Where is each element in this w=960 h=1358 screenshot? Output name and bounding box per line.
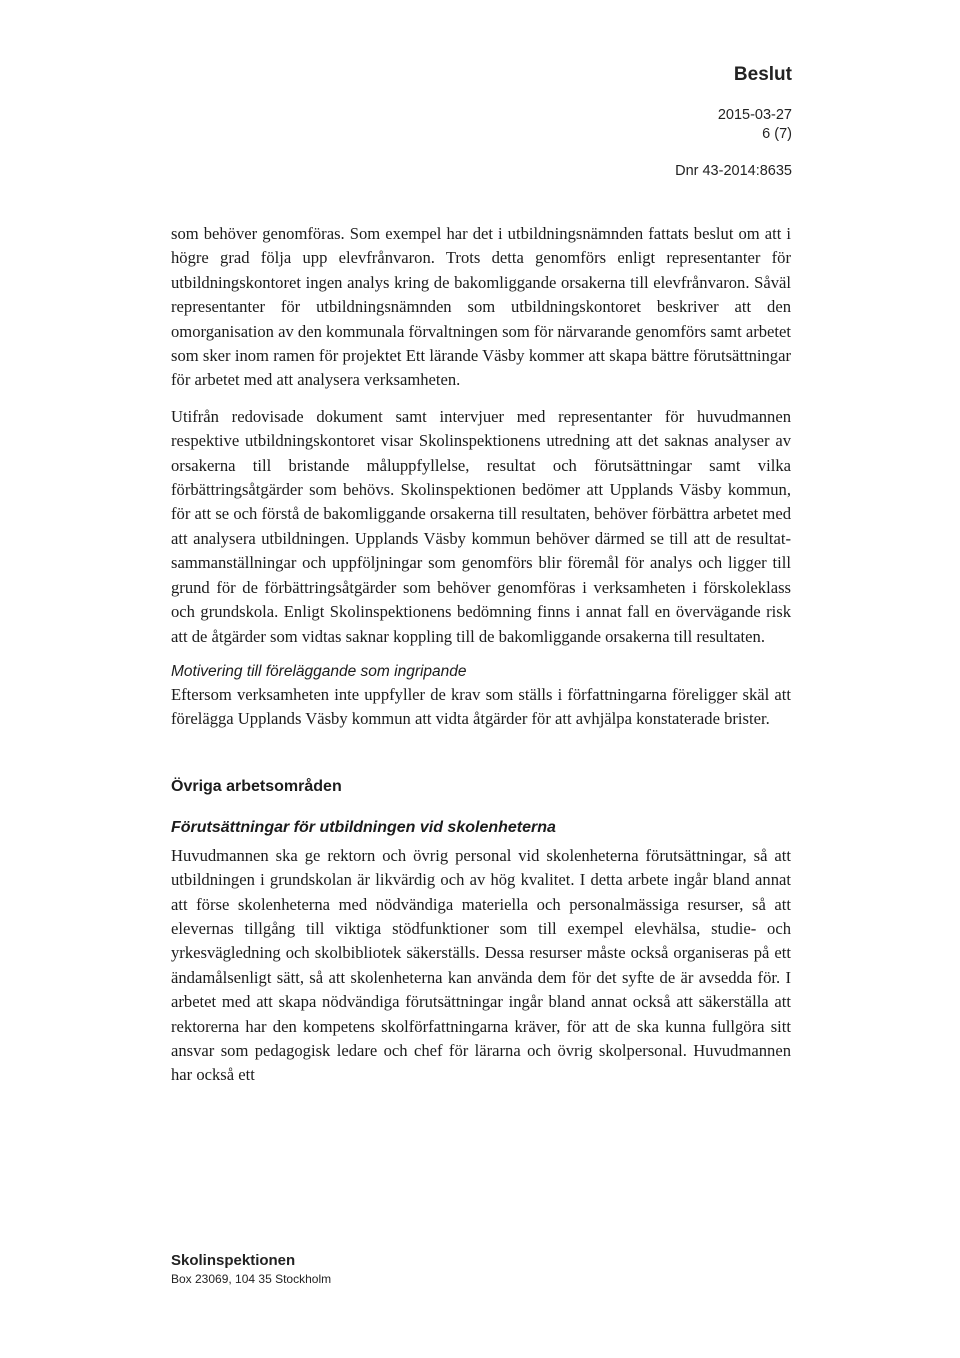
forutsattningar-paragraph: Huvudmannen ska ge rektorn och övrig personal vid skolenheterna förutsättningar, så att utbildningen i grundskolan är likvärdig och av hög kvalitet. I detta arbete ingår bland annat att förse skolenheterna med nödvändiga materiella och personalmässiga resurser, så att elevernas tillgång till viktiga stödfunktioner som till exempel elevhälsa, studie- och yrkesvägledning och skolbibliotek säkerställs. Dessa resurser måste också organiseras på ett ändamålsenligt sätt, så att skolenheterna kan använda dem för det syfte de är avsedda för. I arbetet med att skapa nödvändiga förutsättningar ingår bland annat också att säkerställa att rektorerna har den kompetens skolförfattningarna kräver, för att de ska kunna fullgöra sitt ansvar som pedagogisk ledare och chef för lärarna och övrig skolpersonal. Huvudmannen har också ett xyxy=(171,845,791,1085)
document-type-title: Beslut xyxy=(733,64,792,85)
section-heading-ovriga: Övriga arbetsområden xyxy=(171,777,342,795)
section-heading-motivering: Motivering till föreläggande som ingripande xyxy=(171,662,467,680)
page-footer xyxy=(171,1252,331,1286)
body-paragraph: Utifrån redovisade dokument samt intervjuer med representanter för huvudmannen respektive utbildningskontoret visar Skolinspektionens utredning att det saknas analyser av orsakerna till bristande måluppfyllelse, resultat och förutsättningar samt vilka förbättringsåtgärder som behövs. Skolinspektionen bedömer att Upplands Väsby kommun, för att se och förstå de bakomliggande orsakerna till resultaten, behöver förbättra arbetet med att analysera utbildningen. Upplands Väsby kommun behöver därmed se till att de resultatsammanställningar och uppföljningar som genomförs blir föremål för analys och ligger till grund för de förbättringsåtgärder som behöver genomföras i verksamheten i förskoleklass och grundskola. Enligt Skolinspektionens bedömning finns i annat fall en övervägande risk att de åtgärder som vidtas saknar koppling till de bakomliggande orsakerna till resultaten. xyxy=(171,406,791,646)
subsection-heading-forutsattningar: Förutsättningar för utbildningen vid skolenheterna xyxy=(171,818,556,836)
footer-organization: Skolinspektionen xyxy=(171,1252,296,1269)
motivering-paragraph: Eftersom verksamheten inte uppfyller de krav som ställs i författningarna föreligger skäl att förelägga Upplands Väsby kommun att vidta åtgärder för att avhjälpa konstaterade brister. xyxy=(171,684,791,729)
page-number: 6 (7) xyxy=(762,126,792,142)
document-date: 2015-03-27 xyxy=(717,107,792,123)
footer-address: Box 23069, 104 35 Stockholm xyxy=(171,1272,332,1286)
body-paragraph: som behöver genomföras. Som exempel har det i utbildningsnämnden fattats beslut om att i högre grad följa upp elevfrånvaron. Trots detta genomförs enligt representanter för utbildningskontoret ingen analys kring de bakomliggande orsakerna till elevfrånvaron. Såväl representanter för utbildningsnämnden som utbildningskontoret beskriver att den omorganisation av den kommunala förvaltningen som för närvarande genomförs samt arbetet som sker inom ramen för projektet Ett lärande Väsby kommer att skapa bättre förutsättningar för arbetet med att analysera verksamheten. xyxy=(171,224,791,390)
registration-number: Dnr 43-2014:8635 xyxy=(675,163,792,179)
document-body xyxy=(171,222,791,1088)
